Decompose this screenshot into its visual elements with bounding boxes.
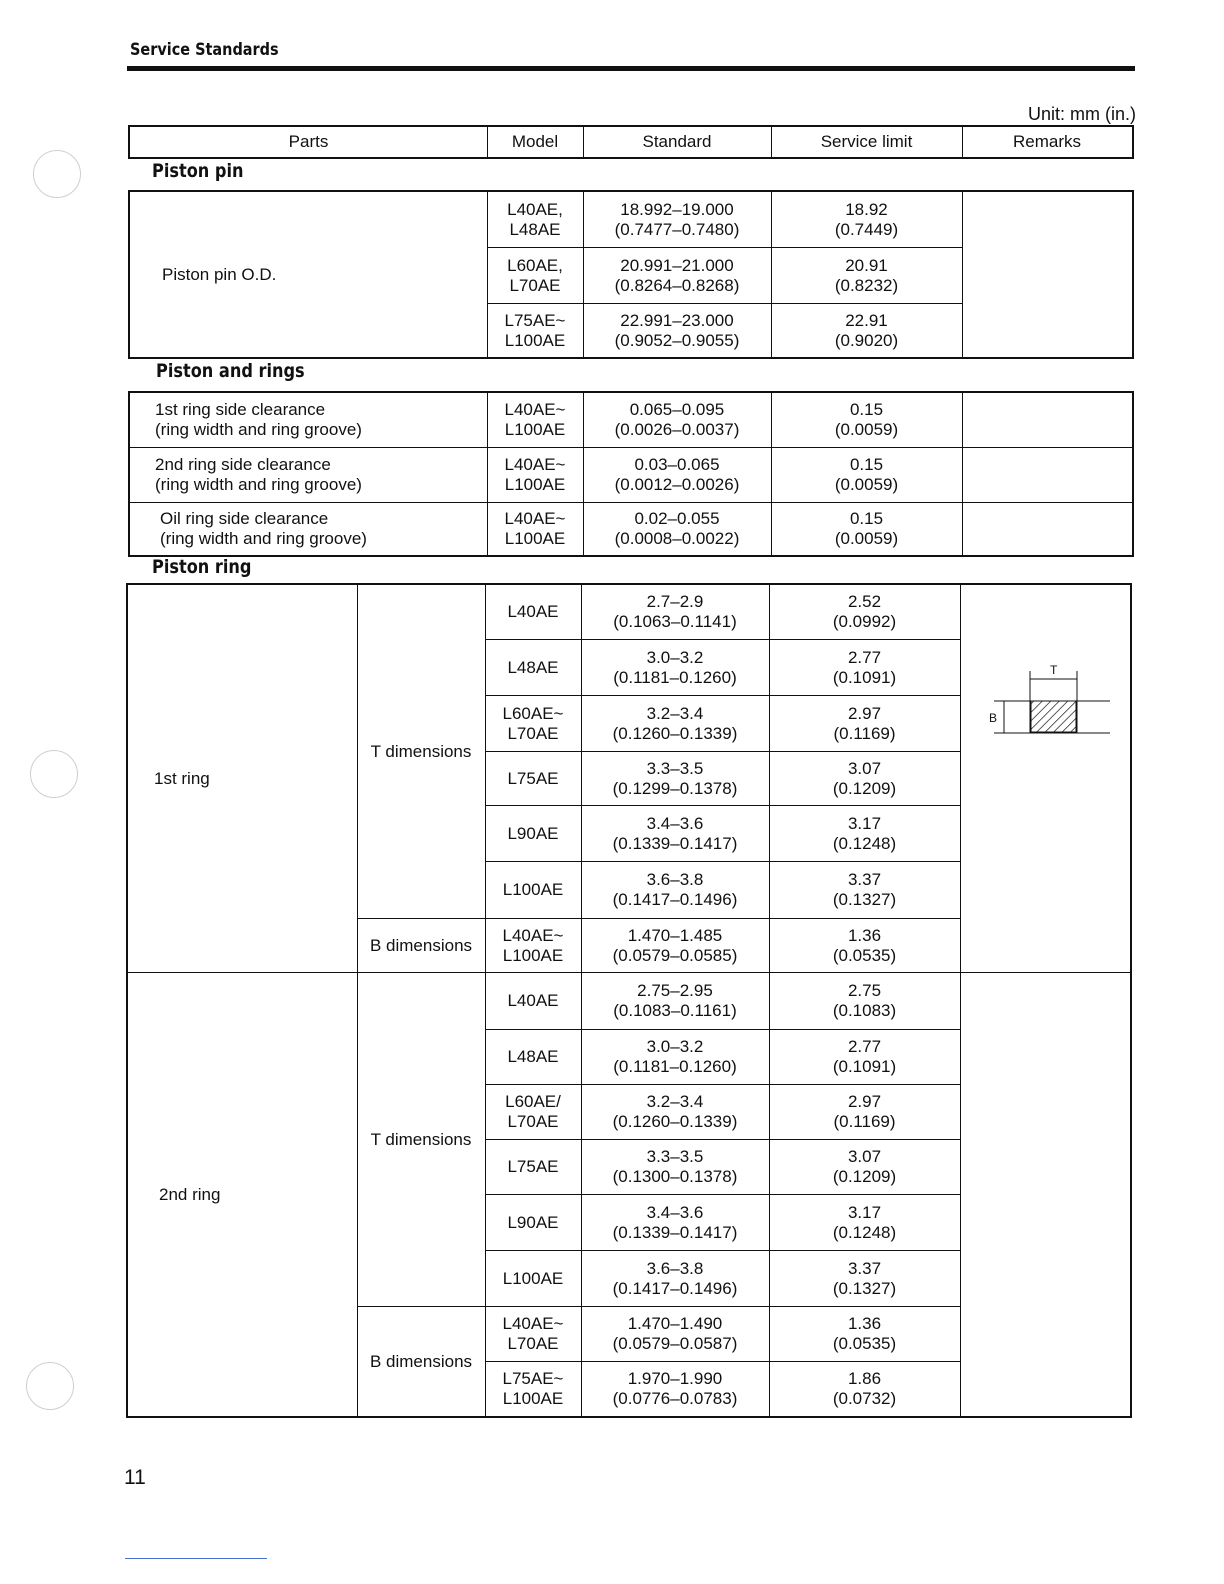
table-row: L60AE/ L70AE [505,1092,561,1131]
std-cell: 0.065–0.095 (0.0026–0.0037) [614,400,740,439]
second-ring-label: 2nd ring [159,1184,221,1204]
std-cell: 22.991–23.000 (0.9052–0.9055) [614,310,740,350]
limit-cell: 3.07 (0.1209) [832,758,897,798]
std-cell: 3.3–3.5 (0.1299–0.1378) [612,758,738,798]
std-cell: 3.6–3.8 (0.1417–0.1496) [612,1258,738,1298]
limit-cell: 18.92 (0.7449) [834,199,899,239]
col-parts: Parts [288,132,329,151]
limit-cell: 2.75 (0.1083) [832,981,897,1020]
table-row: L40AE [507,602,559,621]
table-row: L75AE [507,768,559,788]
table-row: L60AE, L70AE [507,255,563,295]
limit-cell: 2.77 (0.1091) [832,1037,897,1076]
limit-cell: 0.15 (0.0059) [834,509,899,548]
section-title-piston-ring: Piston ring [152,556,252,578]
limit-cell: 1.36 (0.0535) [832,1314,897,1353]
piston-pin-part: Piston pin O.D. [162,264,277,284]
col-remarks: Remarks [1012,132,1081,151]
std-cell: 0.02–0.055 (0.0008–0.0022) [614,509,740,548]
column-header-row [128,125,1134,159]
std-cell: 3.3–3.5 (0.1300–0.1378) [612,1147,738,1186]
limit-cell: 1.36 (0.0535) [832,925,897,965]
header-rule [127,66,1135,71]
limit-cell: 2.77 (0.1091) [832,647,897,687]
limit-cell: 3.07 (0.1209) [832,1147,897,1186]
limit-cell: 3.17 (0.1248) [832,813,897,853]
std-cell: 3.4–3.6 (0.1339–0.1417) [612,813,738,853]
std-cell: 1.470–1.490 (0.0579–0.0587) [612,1314,738,1353]
model-cell: L40AE~ L100AE [504,509,566,548]
model-cell: L40AE~ L100AE [504,400,566,439]
limit-cell: 0.15 (0.0059) [834,455,899,494]
table-row: L90AE [507,823,559,843]
std-cell: 2.75–2.95 (0.1083–0.1161) [613,981,737,1020]
std-cell: 3.0–3.2 (0.1181–0.1260) [613,647,737,687]
first-ring-t-label: T dimensions [370,741,472,761]
table-row: L75AE~ L100AE [504,310,566,350]
table-row: L60AE~ L70AE [502,703,564,743]
table-row: Oil ring side clearance (ring width and ring groove) [160,509,367,548]
table-row: L48AE [507,657,559,677]
piston-ring-table [126,583,1132,1418]
table-row: L75AE [507,1157,559,1176]
table-row: L75AE~ L100AE [502,1369,564,1408]
page-header-title: Service Standards [130,40,279,60]
diagram-t-label: T [1050,663,1058,677]
first-ring-b-label: B dimensions [369,935,473,955]
punch-hole-middle [30,750,78,798]
limit-cell: 1.86 (0.0732) [832,1369,897,1408]
diagram-b-label: B [989,711,998,725]
col-standard: Standard [642,132,712,151]
std-cell: 18.992–19.000 (0.7477–0.7480) [614,199,740,239]
section-title-piston-pin: Piston pin [152,160,244,182]
limit-cell: 2.97 (0.1169) [833,1092,896,1131]
table-row: L48AE [507,1047,559,1066]
limit-cell: 2.52 (0.0992) [832,592,897,631]
std-cell: 3.0–3.2 (0.1181–0.1260) [613,1037,737,1076]
piston-rings-table [128,391,1134,557]
table-row: 2nd ring side clearance (ring width and ring groove) [155,455,362,494]
std-cell: 20.991–21.000 (0.8264–0.8268) [614,255,740,295]
unit-note: Unit: mm (in.) [1028,104,1136,124]
std-cell: 3.2–3.4 (0.1260–0.1339) [612,1092,738,1131]
bottom-rule [125,1558,267,1559]
punch-hole-bottom [26,1362,74,1410]
section-title-piston-and-rings: Piston and rings [156,360,305,382]
limit-cell: 20.91 (0.8232) [834,255,899,295]
std-cell: 3.2–3.4 (0.1260–0.1339) [612,703,738,743]
limit-cell: 22.91 (0.9020) [834,310,899,350]
col-model: Model [511,132,559,151]
std-cell: 3.6–3.8 (0.1417–0.1496) [612,870,738,909]
std-cell: 0.03–0.065 (0.0012–0.0026) [614,455,740,494]
col-service-limit: Service limit [820,132,913,151]
table-row: L40AE~ L100AE [502,925,564,965]
table-row: L40AE~ L70AE [502,1314,564,1353]
std-cell: 1.470–1.485 (0.0579–0.0585) [612,925,738,965]
piston-pin-table [128,190,1134,359]
limit-cell: 3.37 (0.1327) [832,870,897,909]
page-number: 11 [124,1466,146,1489]
limit-cell: 3.37 (0.1327) [832,1258,897,1298]
second-ring-t-label: T dimensions [370,1129,472,1149]
ring-dimension-diagram [984,657,1114,747]
second-ring-b-label: B dimensions [369,1351,473,1371]
table-row: L100AE [502,880,564,899]
std-cell: 3.4–3.6 (0.1339–0.1417) [612,1202,738,1242]
ring-cross-section [1031,701,1076,732]
table-row: 1st ring side clearance (ring width and ring groove) [155,400,362,439]
limit-cell: 0.15 (0.0059) [834,400,899,439]
limit-cell: 2.97 (0.1169) [833,703,896,743]
model-cell: L40AE~ L100AE [504,455,566,494]
table-row: L40AE [507,991,559,1010]
punch-hole-top [33,150,81,198]
table-row: L90AE [507,1212,559,1232]
table-row: L100AE [502,1268,564,1288]
std-cell: 1.970–1.990 (0.0776–0.0783) [612,1369,738,1408]
first-ring-label: 1st ring [154,768,210,788]
limit-cell: 3.17 (0.1248) [832,1202,897,1242]
std-cell: 2.7–2.9 (0.1063–0.1141) [613,592,737,631]
table-row: L40AE, L48AE [507,199,563,239]
